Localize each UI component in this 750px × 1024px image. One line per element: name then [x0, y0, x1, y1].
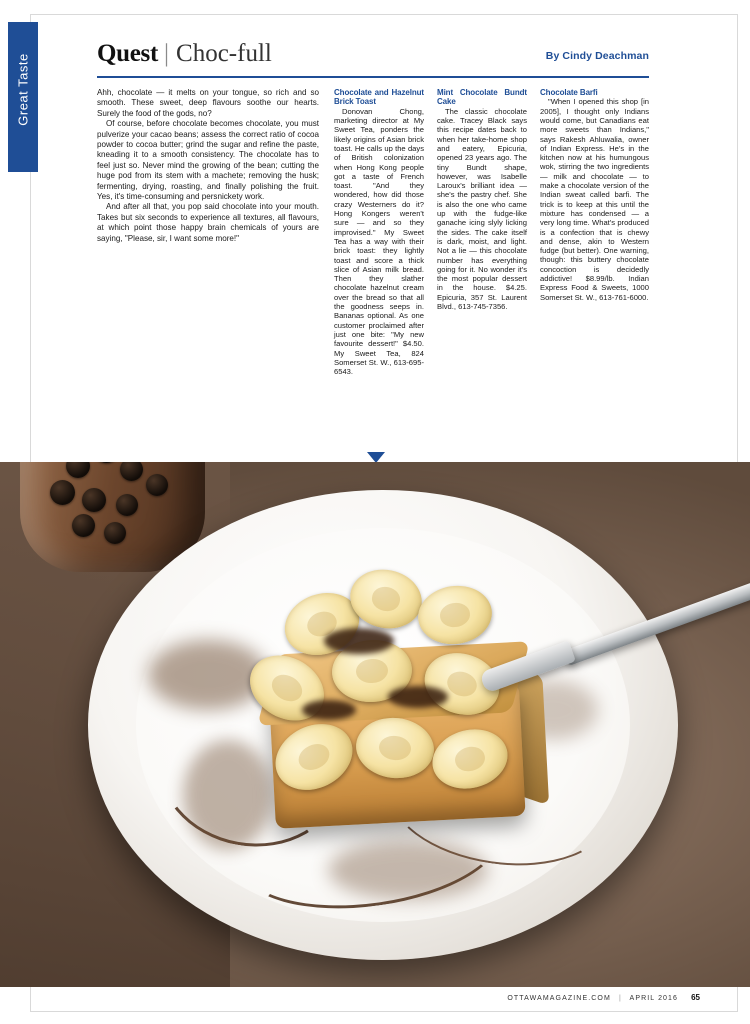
chocolate-sauce	[302, 700, 356, 720]
page-footer	[507, 993, 700, 1002]
page-kicker: Quest	[97, 40, 159, 67]
lead-paragraph: And after all that, you pop said chocolate into your mouth. Takes but six seconds to experience all textures, all flavours, at which point those happy brain chemicals of yours are saying, "Please, sir, I want some more!"	[97, 202, 319, 243]
page-number: 65	[691, 993, 700, 1002]
item-subhead: Chocolate Barfi	[540, 88, 598, 97]
cocoa-dust	[328, 840, 488, 900]
section-tab-label: Great Taste	[15, 53, 31, 126]
byline: By Cindy Deachman	[545, 50, 649, 62]
page-title: Choc-full	[176, 40, 272, 67]
item-subhead: Mint Chocolate Bundt Cake	[437, 88, 527, 107]
chocolate-sauce	[324, 628, 394, 654]
item-body: Donovan Chong, marketing director at My Sweet Tea, ponders the likely origins of Asian brick toast. He calls up the days of British colonization when Hong Kong people got a taste of French toast. "And they wondered, how did those crazy Westerners do it? Hong Kongers weren't sure — and so they improvised." My Sweet Tea has a way with their brick toast: they lightly toast and score a thick slice of Asian milk bread. Then they slather chocolate hazelnut cream over the bread so that all the goodness seeps in. Bananas optional. As one customer proclaimed after just one bite: "My new favourite dessert!" $4.50. My Sweet Tea, 824 Somerset St. W., 613-695-6543.	[334, 106, 424, 377]
lead-paragraph: Of course, before chocolate becomes chocolate, you must pulverize your cacao beans; assess the correct ratio of cocoa powder to cocoa butter; grind the sugar and refine the paste, kneading it to a smooth consistency. The chocolate has to feel just so. Never mind the growing of the bean; cutting the huge pod from its stem with a machete; removing the husk; fermenting, drying, roasting, and finally polishing the fruit. Yes, it's time-consuming and persnickety work.	[97, 119, 319, 202]
cocoa-dust	[183, 740, 273, 850]
item-subhead: Chocolate and Hazelnut Brick Toast	[334, 88, 424, 107]
item-body: The classic chocolate cake. Tracey Black says this recipe dates back to when her take-home shop and eatery, Epicuria, opened 23 years ago. The tiny Bundt shape, however, was Isabelle Laroux's brilliant idea — she's the pastry chef. She is also the one who came up with the fudge-like ganache icing slyly licking the sides. The cake itself is dark, moist, and light. Not a lie — this chocolate number has everything going for it. No wonder it's the most popular dessert in the house. $4.25. Epicuria, 357 St. Laurent Blvd., 613-745-7356.	[437, 106, 527, 312]
item-body: "When I opened this shop [in 2005], I thought only Indians would come, but Canadians eat more sweets than Indians," says Rakesh Ahluwalia, owner of Indian Express. He's in the kitchen now at his humungous wok, stirring the two ingredients — milk and chocolate — to make a chocolate version of the Indian sweat called barfi. The trick is to keep at this until the mixture has condensed — a very long time. What's produced is a confection that is chewy and dense, akin to Western fudge (but better). One warning, though: this buttery chocolate concoction is decidedly addictive! $8.99/lb. Indian Express Food & Sweets, 1000 Somerset St. W., 613-761-6000.	[540, 97, 649, 302]
header-divider: |	[164, 40, 170, 67]
chocolate-sauce	[388, 686, 448, 708]
footer-site: OTTAWAMAGAZINE.COM	[507, 995, 611, 1002]
lead-paragraph: Ahh, chocolate — it melts on your tongue, so rich and so smooth. These sweet, deep flavours soothe our hearts. Surely the food of the gods, no?	[97, 88, 319, 118]
white-plate	[88, 490, 678, 960]
footer-separator: |	[618, 995, 622, 1002]
footer-issue: APRIL 2016	[629, 995, 679, 1002]
